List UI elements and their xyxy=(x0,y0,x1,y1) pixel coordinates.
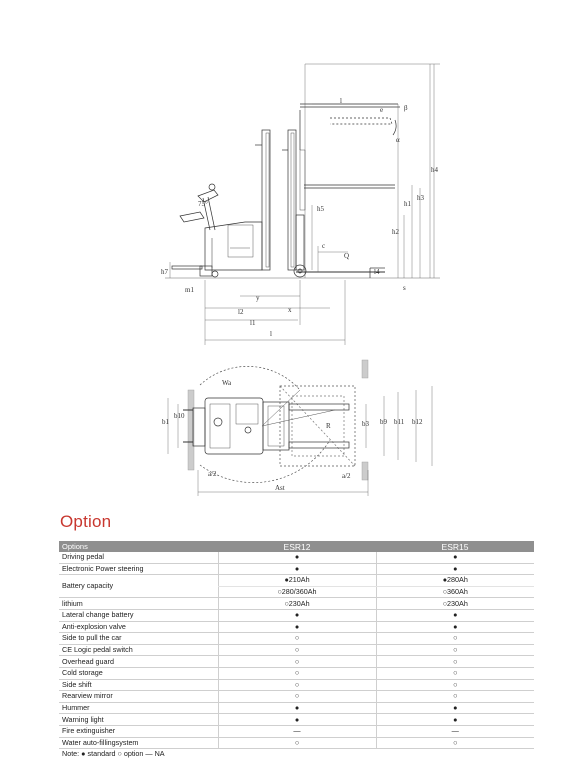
esr12-value: ○ xyxy=(218,667,376,679)
dim-label-h7: h7 xyxy=(161,268,168,276)
esr15-value: ○ xyxy=(376,691,534,703)
dim-label-h4: h4 xyxy=(431,166,438,174)
table-row xyxy=(59,656,534,668)
dim-label-h2: h2 xyxy=(392,228,399,236)
esr15-value: ○ xyxy=(376,644,534,656)
dim-label-ast: Ast xyxy=(275,484,285,492)
esr15-value: ○ xyxy=(376,737,534,749)
table-row xyxy=(59,679,534,691)
esr12-value: ○ xyxy=(218,691,376,703)
table-row xyxy=(59,633,534,645)
esr12-value-alt: ○280/360Ah xyxy=(218,586,376,598)
dim-label-m1: m1 xyxy=(185,286,194,294)
esr12-value: ● xyxy=(218,563,376,575)
header-esr15: ESR15 xyxy=(376,541,534,552)
esr15-value: ○ xyxy=(376,667,534,679)
dim-label-a-half-left: a/2 xyxy=(208,470,217,478)
option-name: Battery capacity xyxy=(59,575,218,598)
esr12-value: ● xyxy=(218,609,376,621)
dim-label-b9: b9 xyxy=(380,418,387,426)
dim-label-l: l xyxy=(340,97,342,105)
dim-label-x: x xyxy=(288,306,292,314)
table-row xyxy=(59,714,534,726)
table-row xyxy=(59,609,534,621)
esr12-value: ● xyxy=(218,714,376,726)
option-name: Cold storage xyxy=(59,667,218,679)
table-row xyxy=(59,702,534,714)
esr15-value: ○ xyxy=(376,679,534,691)
esr15-value: ○230Ah xyxy=(376,598,534,610)
dim-label-b11: b11 xyxy=(394,418,405,426)
angle-label-alpha: α xyxy=(396,136,400,144)
esr12-value: ○ xyxy=(218,633,376,645)
esr15-value: ●280Ah xyxy=(376,575,534,587)
dim-label-l4: l4 xyxy=(374,268,380,276)
table-row xyxy=(59,598,534,610)
dim-label-y: y xyxy=(256,294,260,302)
dim-label-s: s xyxy=(403,284,406,292)
option-table-header xyxy=(59,541,534,552)
dim-label-e: e xyxy=(380,106,384,114)
option-name: Water auto-fillingsystem xyxy=(59,737,218,749)
header-options: Options xyxy=(59,541,218,552)
dim-label-b3: b3 xyxy=(362,420,369,428)
option-table xyxy=(59,541,534,760)
dim-label-r: R xyxy=(326,422,331,430)
option-name: CE Logic pedal switch xyxy=(59,644,218,656)
esr15-value: ○ xyxy=(376,656,534,668)
option-name: Electronic Power steering xyxy=(59,563,218,575)
esr12-value: ● xyxy=(218,552,376,563)
option-name: Overhead guard xyxy=(59,656,218,668)
option-name: Hummer xyxy=(59,702,218,714)
table-row xyxy=(59,575,534,587)
esr15-value: ● xyxy=(376,563,534,575)
esr15-value: ● xyxy=(376,609,534,621)
table-row xyxy=(59,737,534,749)
option-name: Fire extinguisher xyxy=(59,725,218,737)
option-section-title: Option xyxy=(60,512,112,531)
header-esr12: ESR12 xyxy=(218,541,376,552)
dim-label-wa: Wa xyxy=(222,379,232,387)
legend-note: Note: ● standard ○ option — NA xyxy=(62,749,165,759)
esr15-value-alt: ○360Ah xyxy=(376,586,534,598)
table-row xyxy=(59,563,534,575)
esr12-value: ● xyxy=(218,702,376,714)
esr12-value: ○230Ah xyxy=(218,598,376,610)
table-row xyxy=(59,667,534,679)
esr12-value: ● xyxy=(218,621,376,633)
dim-label-b1: b1 xyxy=(162,418,169,426)
esr15-value: ● xyxy=(376,552,534,563)
dim-label-b12: b12 xyxy=(412,418,423,426)
esr12-value: — xyxy=(218,725,376,737)
table-row xyxy=(59,691,534,703)
dim-label-l1: l1 xyxy=(250,319,256,327)
dim-label-l-total: l xyxy=(270,330,272,338)
esr15-value: ● xyxy=(376,702,534,714)
option-name: Lateral change battery xyxy=(59,609,218,621)
dim-label-a-half-right: a/2 xyxy=(342,472,351,480)
dim-label-b10: b10 xyxy=(174,412,185,420)
esr12-value: ○ xyxy=(218,656,376,668)
angle-label-beta: β xyxy=(404,104,408,112)
option-name: Driving pedal xyxy=(59,552,218,563)
esr15-value: — xyxy=(376,725,534,737)
table-note-row xyxy=(59,749,534,760)
esr12-value: ○ xyxy=(218,679,376,691)
dim-label-l2: l2 xyxy=(238,308,244,316)
dim-label-c: c xyxy=(322,242,326,250)
option-name: lithium xyxy=(59,598,218,610)
tiller-angle-label: 75° xyxy=(198,200,208,208)
option-name: Side shift xyxy=(59,679,218,691)
side-view-drawing xyxy=(165,64,440,345)
esr15-value: ● xyxy=(376,621,534,633)
dim-label-h3: h3 xyxy=(417,194,424,202)
dim-label-h1: h1 xyxy=(404,200,411,208)
option-name: Warning light xyxy=(59,714,218,726)
esr15-value: ● xyxy=(376,714,534,726)
option-name: Rearview mirror xyxy=(59,691,218,703)
table-row xyxy=(59,552,534,563)
option-name: Side to pull the car xyxy=(59,633,218,645)
dim-label-q: Q xyxy=(344,252,350,260)
table-row xyxy=(59,644,534,656)
dim-label-h5: h5 xyxy=(317,205,324,213)
table-row xyxy=(59,621,534,633)
esr12-value: ●210Ah xyxy=(218,575,376,587)
option-name: Anti-explosion valve xyxy=(59,621,218,633)
table-row xyxy=(59,725,534,737)
esr15-value: ○ xyxy=(376,633,534,645)
esr12-value: ○ xyxy=(218,737,376,749)
esr12-value: ○ xyxy=(218,644,376,656)
